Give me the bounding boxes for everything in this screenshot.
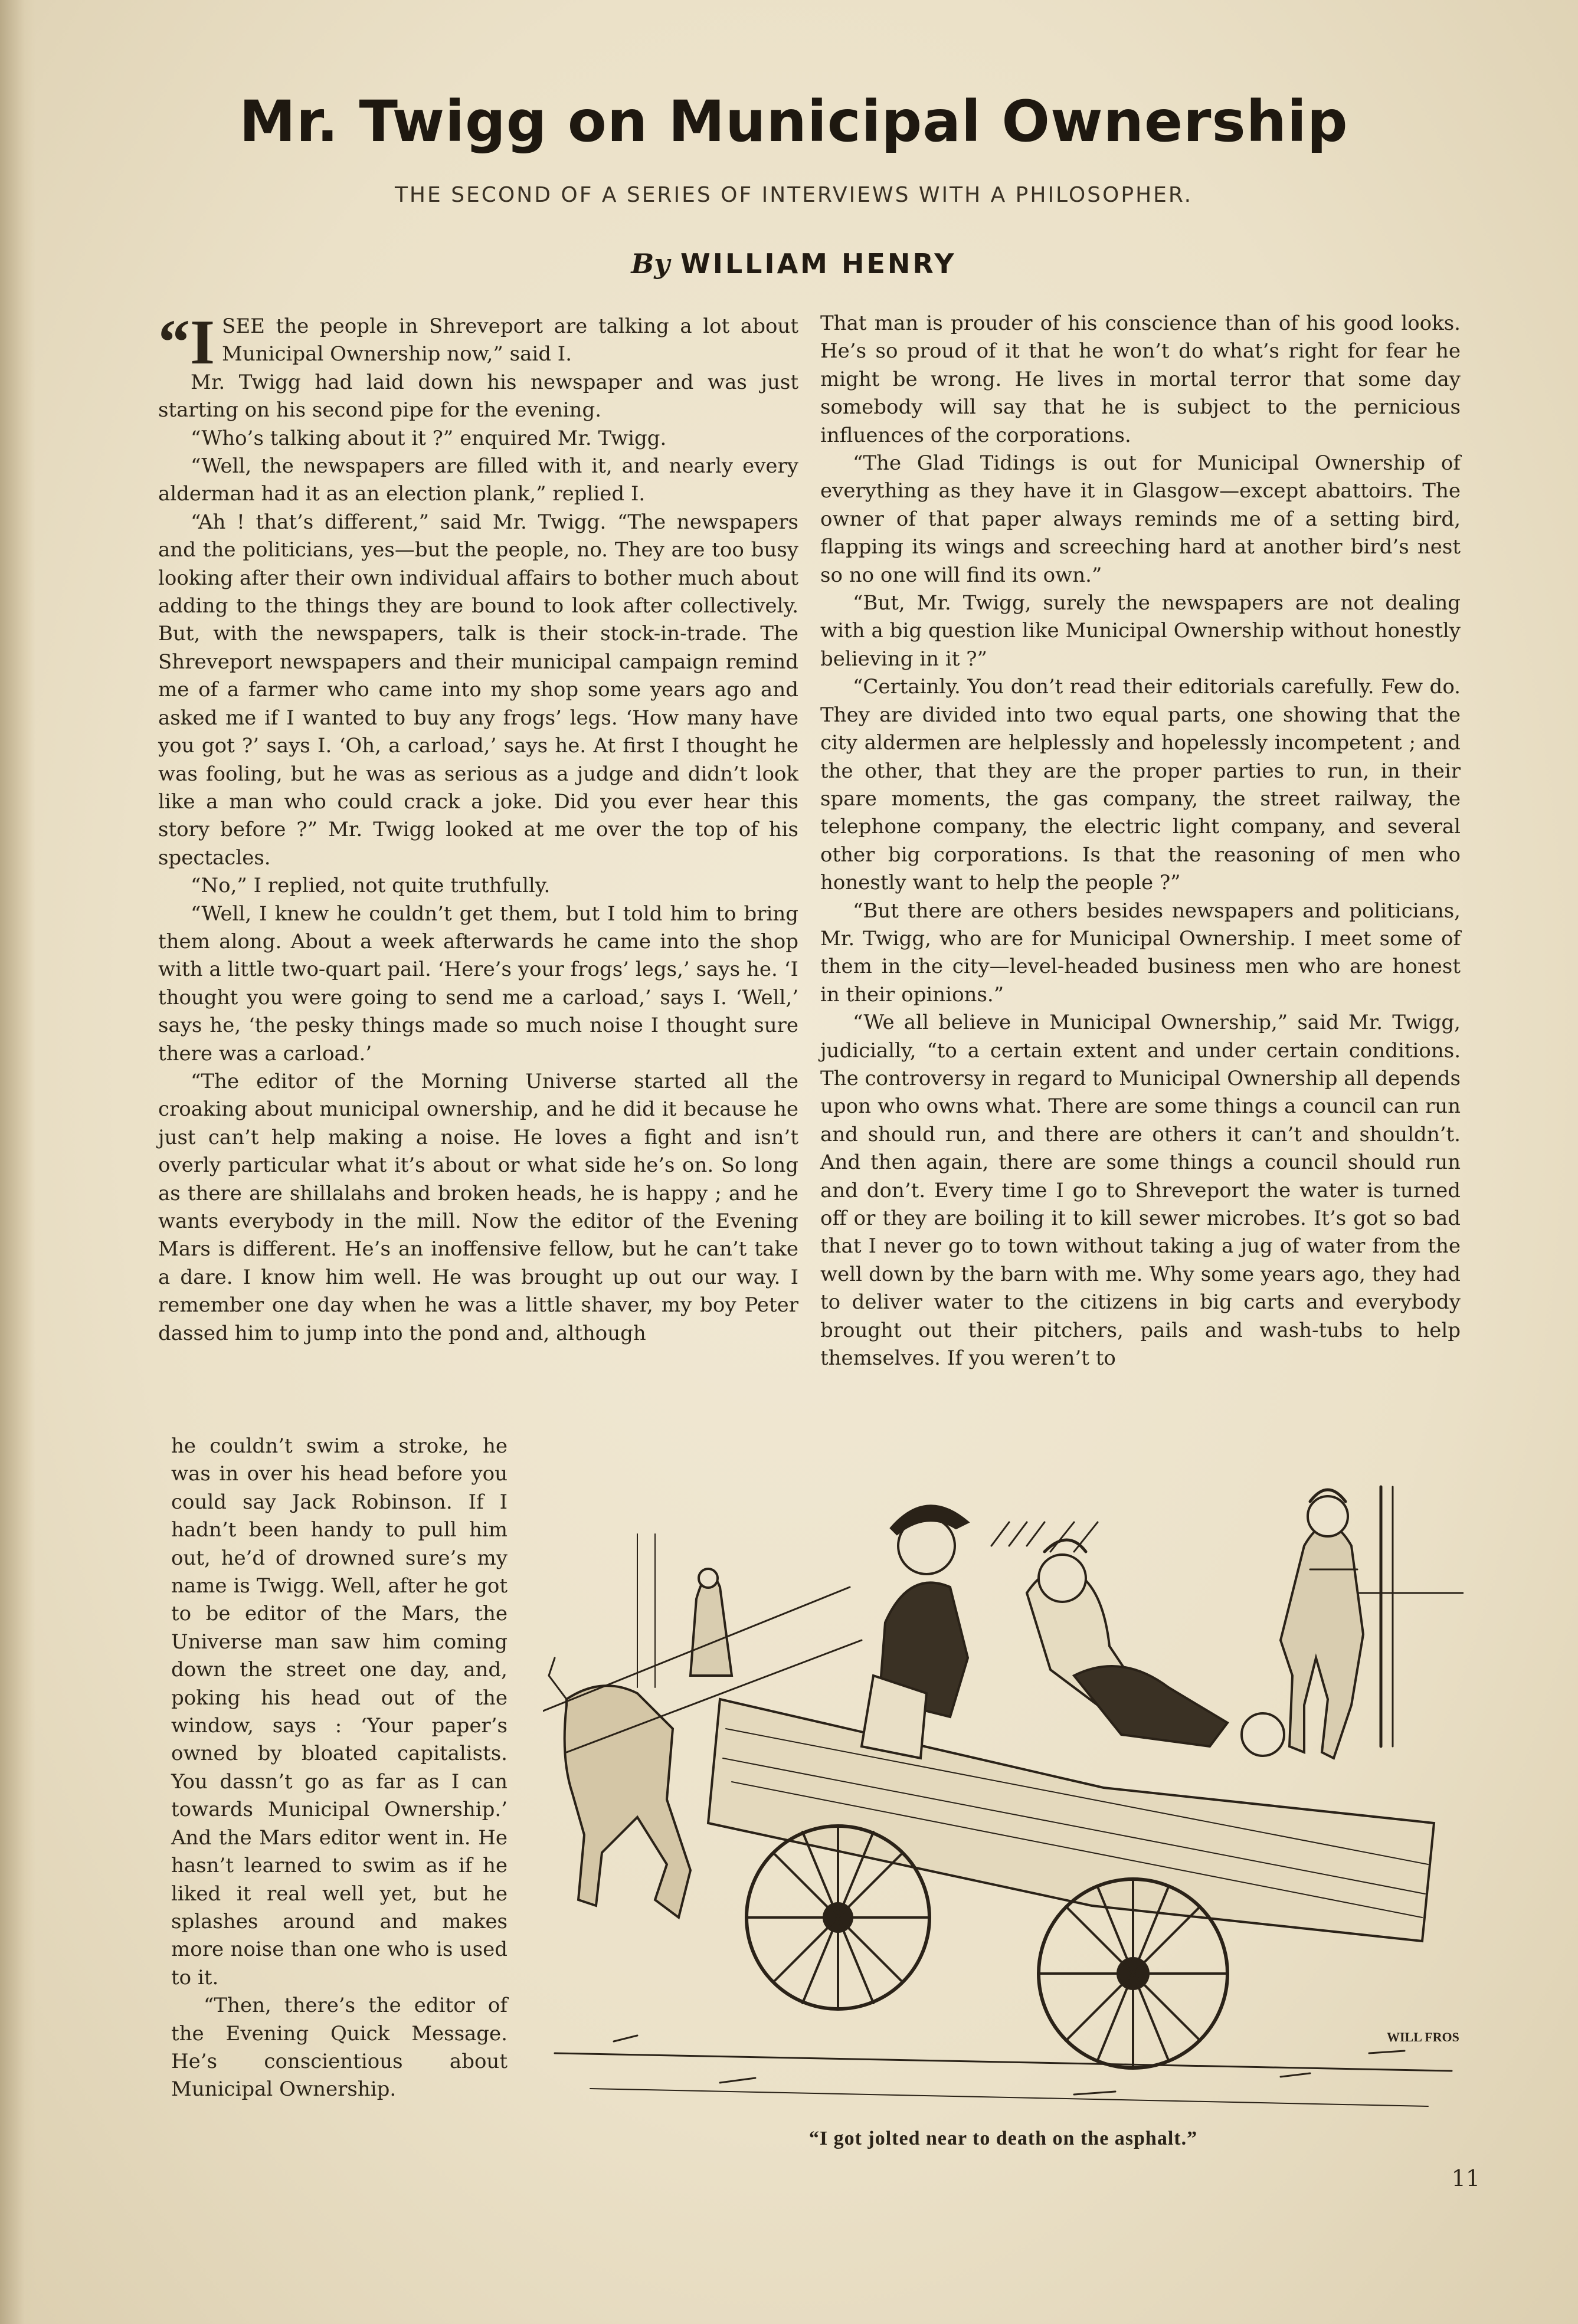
narrow-column — [171, 1433, 508, 2104]
author-name: WILLIAM HENRY — [680, 248, 957, 280]
page-binding-shadow — [0, 0, 35, 2324]
paragraph: “The Glad Tidings is out for Municipal Ownership of everything as they have it in Glasgow—except abattoirs. The owner of that paper always reminds me of a setting bird, flapping its wings and screeching hard at another bird’s nest so no one will find its own.” — [820, 451, 1461, 587]
paragraph: “Ah ! that’s different,” said Mr. Twigg. “The newspapers and the politicians, yes—but the people, no. They are too busy looking after their own individual affairs to bother much about adding to the things they are bound to look after collectively. But, with the newspapers, talk is their stock-in-trade. The Shreveport newspapers and their municipal campaign remind me of a farmer who came into my shop some years ago and asked me if I wanted to buy any frogs’ legs. ‘How many have you got ?’ says I. ‘Oh, a carload,’ says he. At first I thought he was fooling, but he was as serious as a judge and didn’t look like a man who could crack a joke. Did you ever hear this story before ?” Mr. Twigg looked at me over the top of his spectacles. — [158, 510, 798, 870]
paragraph: “Who’s talking about it ?” enquired Mr. Twigg. — [191, 426, 667, 450]
paragraph: “Well, the newspapers are filled with it, and nearly every alderman had it as an election plank,” replied I. — [158, 454, 798, 506]
paragraph: “The editor of the Morning Universe started all the croaking about municipal ownership, and he did it because he just can’t help making a noise. He loves a fight and isn’t overly particular what it’s about or what side he’s on. So long as there are shillalahs and broken heads, he is happy ; and he wants everybody in the mill. Now the editor of the Evening Mars is different. He’s an inoffensive fellow, but he can’t take a dare. I know him well. He was brought up out our way. I remember one day when he was a little shaver, my boy Peter dassed him to jump into the pond and, although — [158, 1069, 798, 1345]
paragraph: “Certainly. You don’t read their editorials carefully. Few do. They are divided into two equal parts, one showing that the city aldermen are helplessly and hopelessly incompetent ; and the other, that they are the proper parties to run, in their spare moments, the gas company, the street railway, the telephone company, the electric light company, and several other big corporations. Is that the reasoning of men who honestly want to help the people ?” — [820, 675, 1461, 895]
cart-illustration — [543, 1451, 1464, 2124]
paragraph: “But there are others besides newspapers and politicians, Mr. Twigg, who are for Municipal Ownership. I meet some of them in the city—level-headed business men who are honest in their opinions.” — [820, 899, 1461, 1007]
page-number: 11 — [1451, 2165, 1480, 2191]
left-column — [158, 307, 798, 1348]
paragraph: “We all believe in Municipal Ownership,” said Mr. Twigg, judicially, “to a certain extent and under certain conditions. The controversy in regard to Municipal Ownership all depends upon who owns what. There are some things a council can run and should run, and there are others it can’t and shouldn’t. And then again, there are some things a council should run and don’t. Every time I go to Shreveport the water is turned off or they are boiling it to kill sewer microbes. It’s got so bad that I never go to town without taking a jug of water from the well down by the barn with me. Why some years ago, they had to deliver water to the citizens in big carts and everybody brought out their pitchers, pails and wash-tubs to help themselves. If you weren’t to — [820, 1011, 1461, 1371]
paragraph: “But, Mr. Twigg, surely the newspapers are not dealing with a big question like Municipal Ownership without honestly believing in it ?” — [820, 591, 1461, 671]
paragraph — [158, 307, 798, 378]
paragraph: “No,” I replied, not quite truthfully. — [191, 874, 551, 898]
paragraph: he couldn’t swim a stroke, he was in over his head before you could say Jack Robinson. If I hadn’t been handy to pull him out, he’d of drowned sure’s my name is Twigg. Well, after he got to be editor of the Mars, the Universe man saw him coming down the street one day, and, poking his head out of the window, says : ‘Your paper’s owned by bloated capitalists. You dassn’t go as far as I can towards Municipal Ownership.’ And the Mars editor went in. He hasn’t learned to swim as if he liked it real well yet, but he splashes around and makes more noise than one who is used to it. — [171, 1434, 508, 1989]
paragraph-text: SEE the people in Shreveport are talking a lot about Municipal Ownership now,” said I. — [222, 314, 798, 366]
illustration-caption: “I got jolted near to death on the asphalt.” — [808, 2128, 1198, 2149]
illustration-drawing — [543, 1451, 1464, 2124]
byline — [159, 248, 1428, 280]
article-subtitle: THE SECOND OF A SERIES OF INTERVIEWS WITH A PHILOSOPHER. — [394, 183, 1193, 207]
artist-signature: WILL FROS — [1387, 2030, 1459, 2044]
paragraph: “Well, I knew he couldn’t get them, but I told him to bring them along. About a week afterwards he came into the shop with a little two-quart pail. ‘Here’s your frogs’ legs,’ says he. ‘I thought you were going to send me a carload,’ says I. ‘Well,’ says he, ‘the pesky things made so much noise I thought sure there was a carload.’ — [158, 902, 798, 1066]
paragraph: That man is prouder of his conscience than of his good looks. He’s so proud of it that he won’t do what’s right for fear he might be wrong. He lives in mortal terror that some day somebody will say that he is subject to the pernicious influences of the corporations. — [820, 312, 1461, 447]
article-title: Mr. Twigg on Municipal Ownership — [239, 88, 1348, 155]
paragraph: “Then, there’s the editor of the Evening Quick Message. He’s conscientious about Municipal Ownership. — [171, 1994, 508, 2102]
byline-prefix: By — [631, 248, 670, 280]
drop-cap: “I — [158, 307, 215, 378]
paragraph: Mr. Twigg had laid down his newspaper and was just starting on his second pipe for the evening. — [158, 370, 798, 422]
right-column — [820, 310, 1461, 1372]
